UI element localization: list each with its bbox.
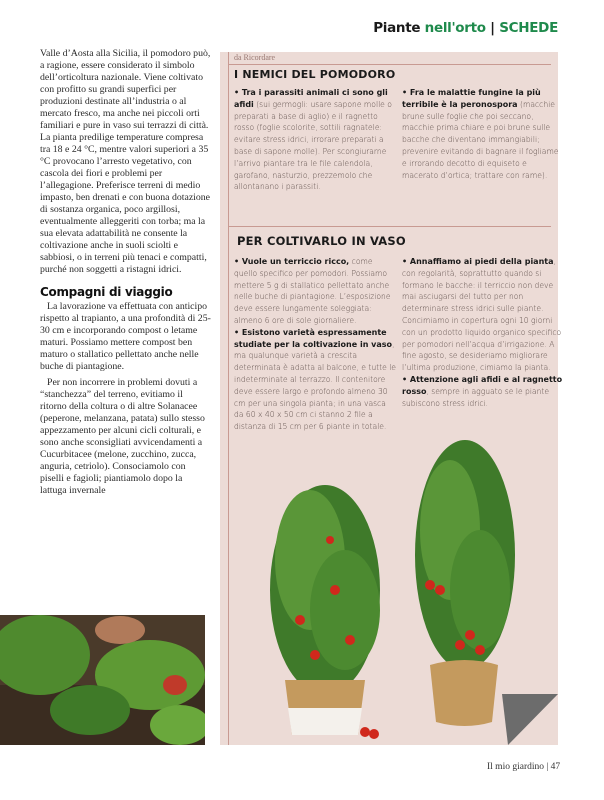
note-bold: • Annaffiamo ai piedi della pianta (402, 257, 554, 266)
note-bold: • Attenzione agli afidi e al ragnetto rosso (402, 374, 563, 396)
article-paragraph: Valle d’Aosta alla Sicilia, il pomodoro può, a ragione, essere considerato il simbolo dell’orticoltura nazionale. Viene coltivato con profitto su grandi superfici per produzioni destinate all’industria o al mercato fresco, ma anche nei piccoli orti familiari e pure in vaso sui terrazzi di città. La pianta predilige temperature compresa tra 18 e 24 °C, mentre valori superiori a 35 °C provocano l’arresto vegetativo, con cascola dei fiori e problemi per l’allegagione. Preferisce terreni di medio impasto, ben drenati e con buona dotazione di sostanza organica, poco argillosi, eventualmente alleggeriti con torba; ma la sua elevata adattabilità ne consente la coltivazione anche in suoli sciolti e sabbiosi, o in terreni più tenaci e compatti, purché non soggetti a ristagni idrici. (40, 48, 211, 275)
note-text: , con regolarità, soprattutto quando si formano le bacche: il terriccio non deve mai asciugarsi del tutto per non determinare stress idrici sulle piante. Concimiamo in copertura ogni 10 giorni con un prodotto liquido organico specifico per pomodori nell’acqua d’irrigazione. A fine agosto, se desideriamo migliorare l’ultima produzione, cimiamo la pianta. (402, 257, 562, 373)
note-text: (macchie brune sulle foglie che poi seccano, macchie prima chiare e poi brune sulle bacche che diventano immangiabili; prevenire evitando di bagnare il fogliame e irrorando decotto di equiseto e macerato d’ortica; trattare con rame). (402, 99, 559, 180)
note-bold: • Vuole un terriccio ricco, (234, 257, 350, 266)
tomato-plants-illustration (240, 440, 520, 745)
header-part1: Piante (373, 20, 421, 36)
note-text: , sempre in agguato se le piante subiscono stress idrici. (402, 386, 550, 408)
section-header (373, 20, 558, 36)
header-part2: nell'orto (424, 20, 486, 36)
enemies-note (234, 87, 396, 193)
pot-note (402, 256, 564, 409)
divider (229, 226, 551, 227)
article-column (40, 48, 211, 497)
tomato-plant-right (415, 440, 515, 726)
note-bold: • Fra le malattie fungine la più terribile è la peronospora (402, 88, 541, 109)
box-title-pot: PER COLTIVARLO IN VASO (237, 234, 406, 248)
tomato-plant-left (270, 485, 380, 739)
box-rule (228, 52, 229, 745)
note-text: come quello specifico per pomodori. Possiamo mettere 5 g di stallatico pellettato anche nelle buche di piantagione. L’esposizione deve essere lungamente soleggiata: almeno 6 ore di sole giornaliere. (234, 257, 391, 325)
note-text: (sui germogli: usare sapone molle o preparati a base di aglio) e il ragnetto rosso (foglie scolorite, sottili ragnatele: evitare stress idrici, irrorare preparati a base di sapone molle). Per scongiurarne l’arrivo piantare tra le file calendola, garofano, nasturzio, prezzemolo che allontanano i parassiti. (234, 99, 392, 192)
divider (229, 64, 551, 65)
note-bold: • Tra i parassiti animali ci sono gli afidi (234, 88, 388, 109)
article-paragraph: La lavorazione va effettuata con anticipo rispetto al trapianto, a una profondità di 25-30 cm e incorporando compost o letame maturi. Possiamo mettere compost ben maturo o stallatico pellettato anche nelle buche di piantagione. (40, 301, 211, 372)
pot-note (234, 256, 396, 433)
header-sep: | (485, 20, 500, 36)
box-title-enemies: I NEMICI DEL POMODORO (234, 68, 396, 81)
article-paragraph: Per non incorrere in problemi dovuti a “stanchezza” del terreno, evitiamo il ritorno della coltura o di altre Solanacee (peperone, melanzana, patata) sullo stesso appezzamento per alcuni cicli colturali, e sono anche sconsigliati avvicendamenti a Cucurbitacee (melone, zucchino, zucca, anguria, cetriolo). Consociamolo con piselli e fagioli; piantiamolo dopo la lattuga invernale (40, 377, 205, 496)
page-curl (502, 694, 558, 745)
header-section: SCHEDE (499, 20, 558, 36)
page-footer: Il mio giardino | 47 (487, 762, 561, 772)
garden-photo (0, 615, 205, 745)
note-text: , ma qualunque varietà a crescita determinata è adatta al balcone, e tutte le indeterminate al terrazzo. Il contenitore deve essere largo e profondo almeno 30 cm per una singola pianta; in una vasca da 60 x 40 x 50 cm ci stanno 2 file a distanza di 15 cm per 6 piante in totale. (234, 339, 396, 432)
enemies-note (402, 87, 564, 181)
box-kicker: da Ricordare (234, 53, 276, 62)
note-bold: • Esistono varietà espressamente studiate per la coltivazione in vaso (234, 327, 393, 349)
article-subheading: Compagni di viaggio (40, 285, 173, 299)
